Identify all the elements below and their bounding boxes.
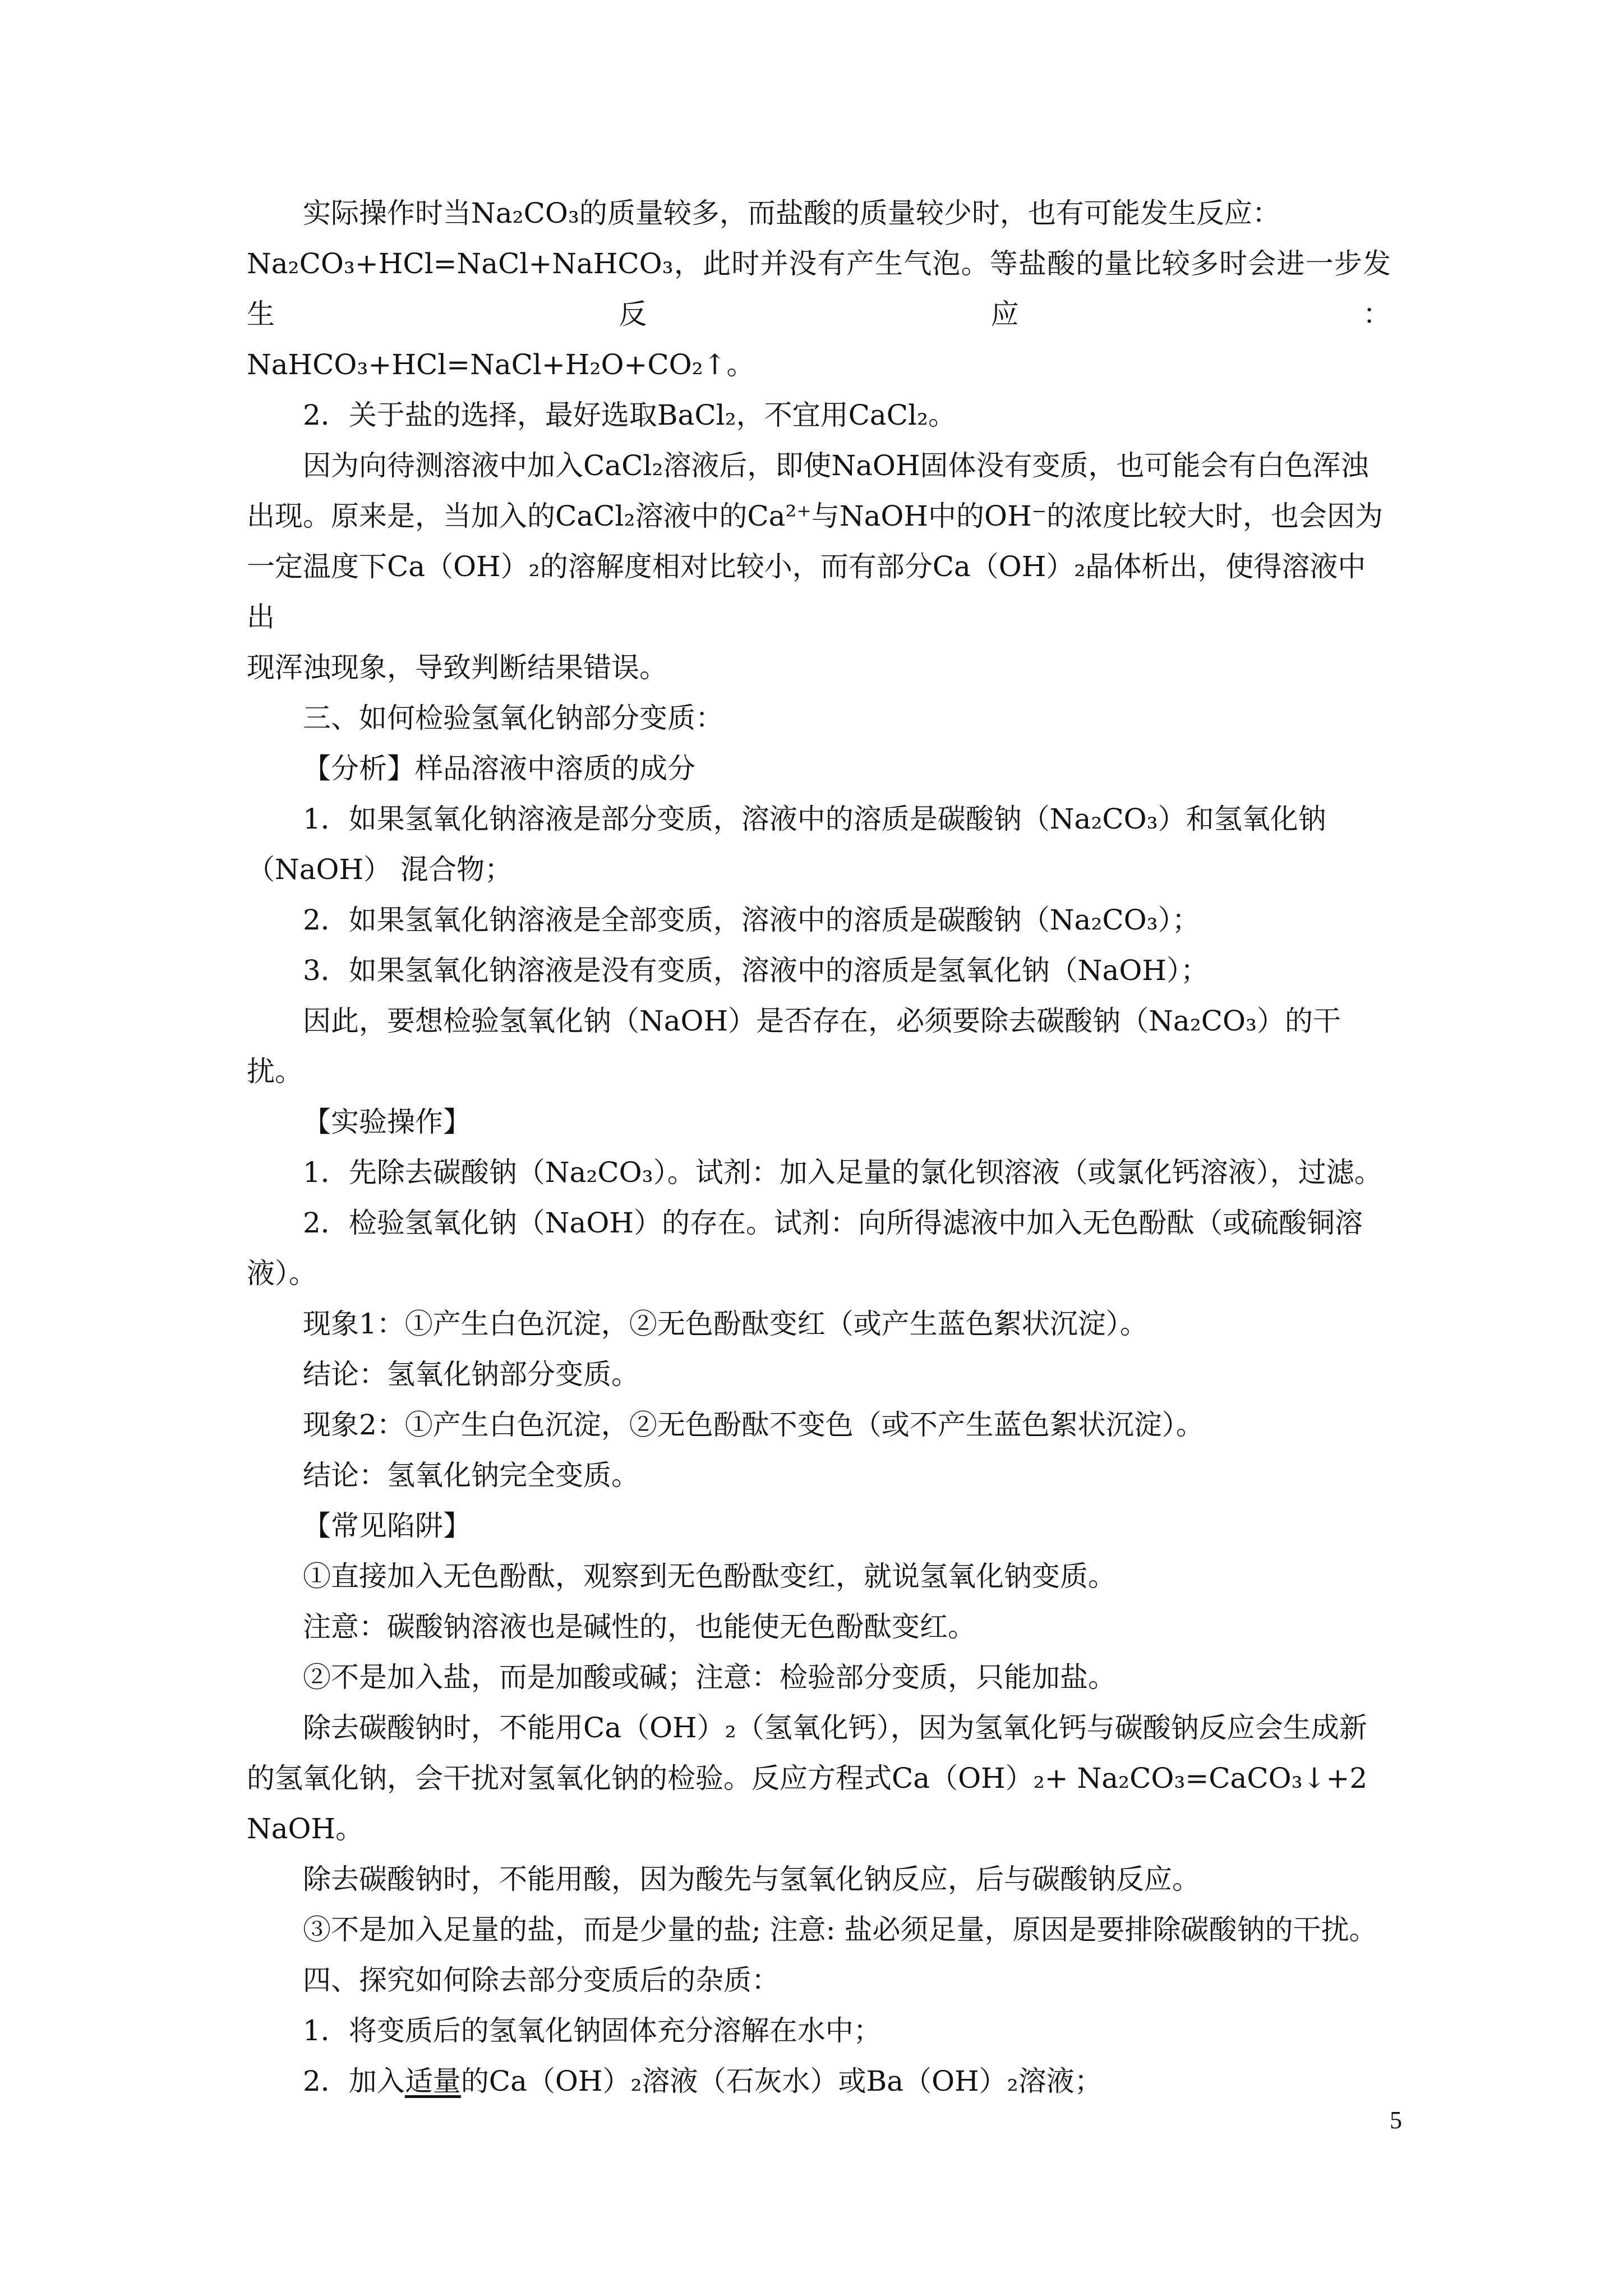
paragraph-line: 现浑浊现象，导致判断结果错误。: [247, 651, 667, 684]
line-text: 2．加入: [303, 2065, 405, 2097]
paragraph-line: （NaOH） 混合物；: [247, 853, 513, 886]
paragraph-line: ③不是加入足量的盐，而是少量的盐; 注意: 盐必须足量，原因是要排除碳酸钠的干扰。: [303, 1913, 1377, 1946]
paragraph-line: 注意：碳酸钠溶液也是碱性的，也能使无色酚酞变红。: [303, 1611, 976, 1643]
paragraph-line: NaHCO₃+HCl=NaCl+H₂O+CO₂↑。: [247, 348, 755, 381]
paragraph-line: 因为向待测溶液中加入CaCl₂溶液后，即使NaOH固体没有变质，也可能会有白色浑浊: [303, 449, 1369, 482]
paragraph-line: 出现。原来是，当加入的CaCl₂溶液中的Ca²⁺与NaOH中的OH⁻的浓度比较大时，也会因为: [247, 500, 1383, 532]
paragraph-line: Na₂CO₃+HCl=NaCl+NaHCO₃，此时并没有产生气泡。等盐酸的量比较多时会进一步发生反应：: [247, 247, 1391, 330]
paragraph-line: 现象2：①产生白色沉淀，②无色酚酞不变色（或不产生蓝色絮状沉淀）。: [303, 1409, 1204, 1441]
paragraph-line: 液）。: [247, 1257, 317, 1290]
subsection-heading: 【实验操作】: [303, 1106, 471, 1138]
paragraph-line: 2．关于盐的选择，最好选取BaCl₂，不宜用CaCl₂。: [303, 399, 957, 431]
paragraph-line: ②不是加入盐，而是加酸或碱；注意：检验部分变质，只能加盐。: [303, 1661, 1116, 1694]
section-heading: 三、如何检验氢氧化钠部分变质：: [303, 702, 723, 734]
document-body: [247, 188, 1391, 2106]
paragraph-line: 结论：氢氧化钠部分变质。: [303, 1358, 639, 1391]
section-heading: 四、探究如何除去部分变质后的杂质：: [303, 1964, 780, 1996]
paragraph-line: 实际操作时当Na₂CO₃的质量较多，而盐酸的质量较少时，也有可能发生反应：: [303, 197, 1280, 229]
subsection-heading: 【分析】样品溶液中溶质的成分: [303, 752, 695, 785]
paragraph-line: 1．将变质后的氢氧化钠固体充分溶解在水中；: [303, 2014, 882, 2047]
underlined-text: 适量: [404, 2065, 461, 2097]
subsection-heading: 【常见陷阱】: [303, 1510, 471, 1542]
paragraph-line: ①直接加入无色酚酞，观察到无色酚酞变红，就说氢氧化钠变质。: [303, 1560, 1116, 1593]
paragraph-line: [247, 2056, 1391, 2106]
paragraph-line: 除去碳酸钠时，不能用Ca（OH）₂（氢氧化钙），因为氢氧化钙与碳酸钠反应会生成新: [303, 1711, 1367, 1744]
paragraph-line: 的氢氧化钠，会干扰对氢氧化钠的检验。反应方程式Ca（OH）₂+ Na₂CO₃=CaCO₃↓+2NaOH。: [247, 1762, 1368, 1845]
paragraph-line: 除去碳酸钠时，不能用酸，因为酸先与氢氧化钠反应，后与碳酸钠反应。: [303, 1863, 1200, 1895]
paragraph-line: 1．如果氢氧化钠溶液是部分变质，溶液中的溶质是碳酸钠（Na₂CO₃）和氢氧化钠: [303, 803, 1326, 835]
paragraph-line: 2．检验氢氧化钠（NaOH）的存在。试剂：向所得滤液中加入无色酚酞（或硫酸铜溶: [303, 1207, 1363, 1239]
page-number: 5: [1390, 2106, 1402, 2134]
paragraph-line: 结论：氢氧化钠完全变质。: [303, 1459, 639, 1492]
paragraph-line: 3．如果氢氧化钠溶液是没有变质，溶液中的溶质是氢氧化钠（NaOH）；: [303, 954, 1209, 987]
paragraph-line: 现象1：①产生白色沉淀，②无色酚酞变红（或产生蓝色絮状沉淀）。: [303, 1308, 1148, 1340]
paragraph-line: 因此，要想检验氢氧化钠（NaOH）是否存在，必须要除去碳酸钠（Na₂CO₃）的干扰。: [247, 1005, 1341, 1088]
paragraph-line: 2．如果氢氧化钠溶液是全部变质，溶液中的溶质是碳酸钠（Na₂CO₃）；: [303, 904, 1200, 936]
paragraph-line: 一定温度下Ca（OH）₂的溶解度相对比较小，而有部分Ca（OH）₂晶体析出，使得溶液中出: [247, 550, 1366, 633]
line-text: 的Ca（OH）₂溶液（石灰水）或Ba（OH）₂溶液；: [460, 2065, 1103, 2097]
paragraph-line: 1．先除去碳酸钠（Na₂CO₃）。试剂：加入足量的氯化钡溶液（或氯化钙溶液），过滤。: [303, 1156, 1382, 1189]
